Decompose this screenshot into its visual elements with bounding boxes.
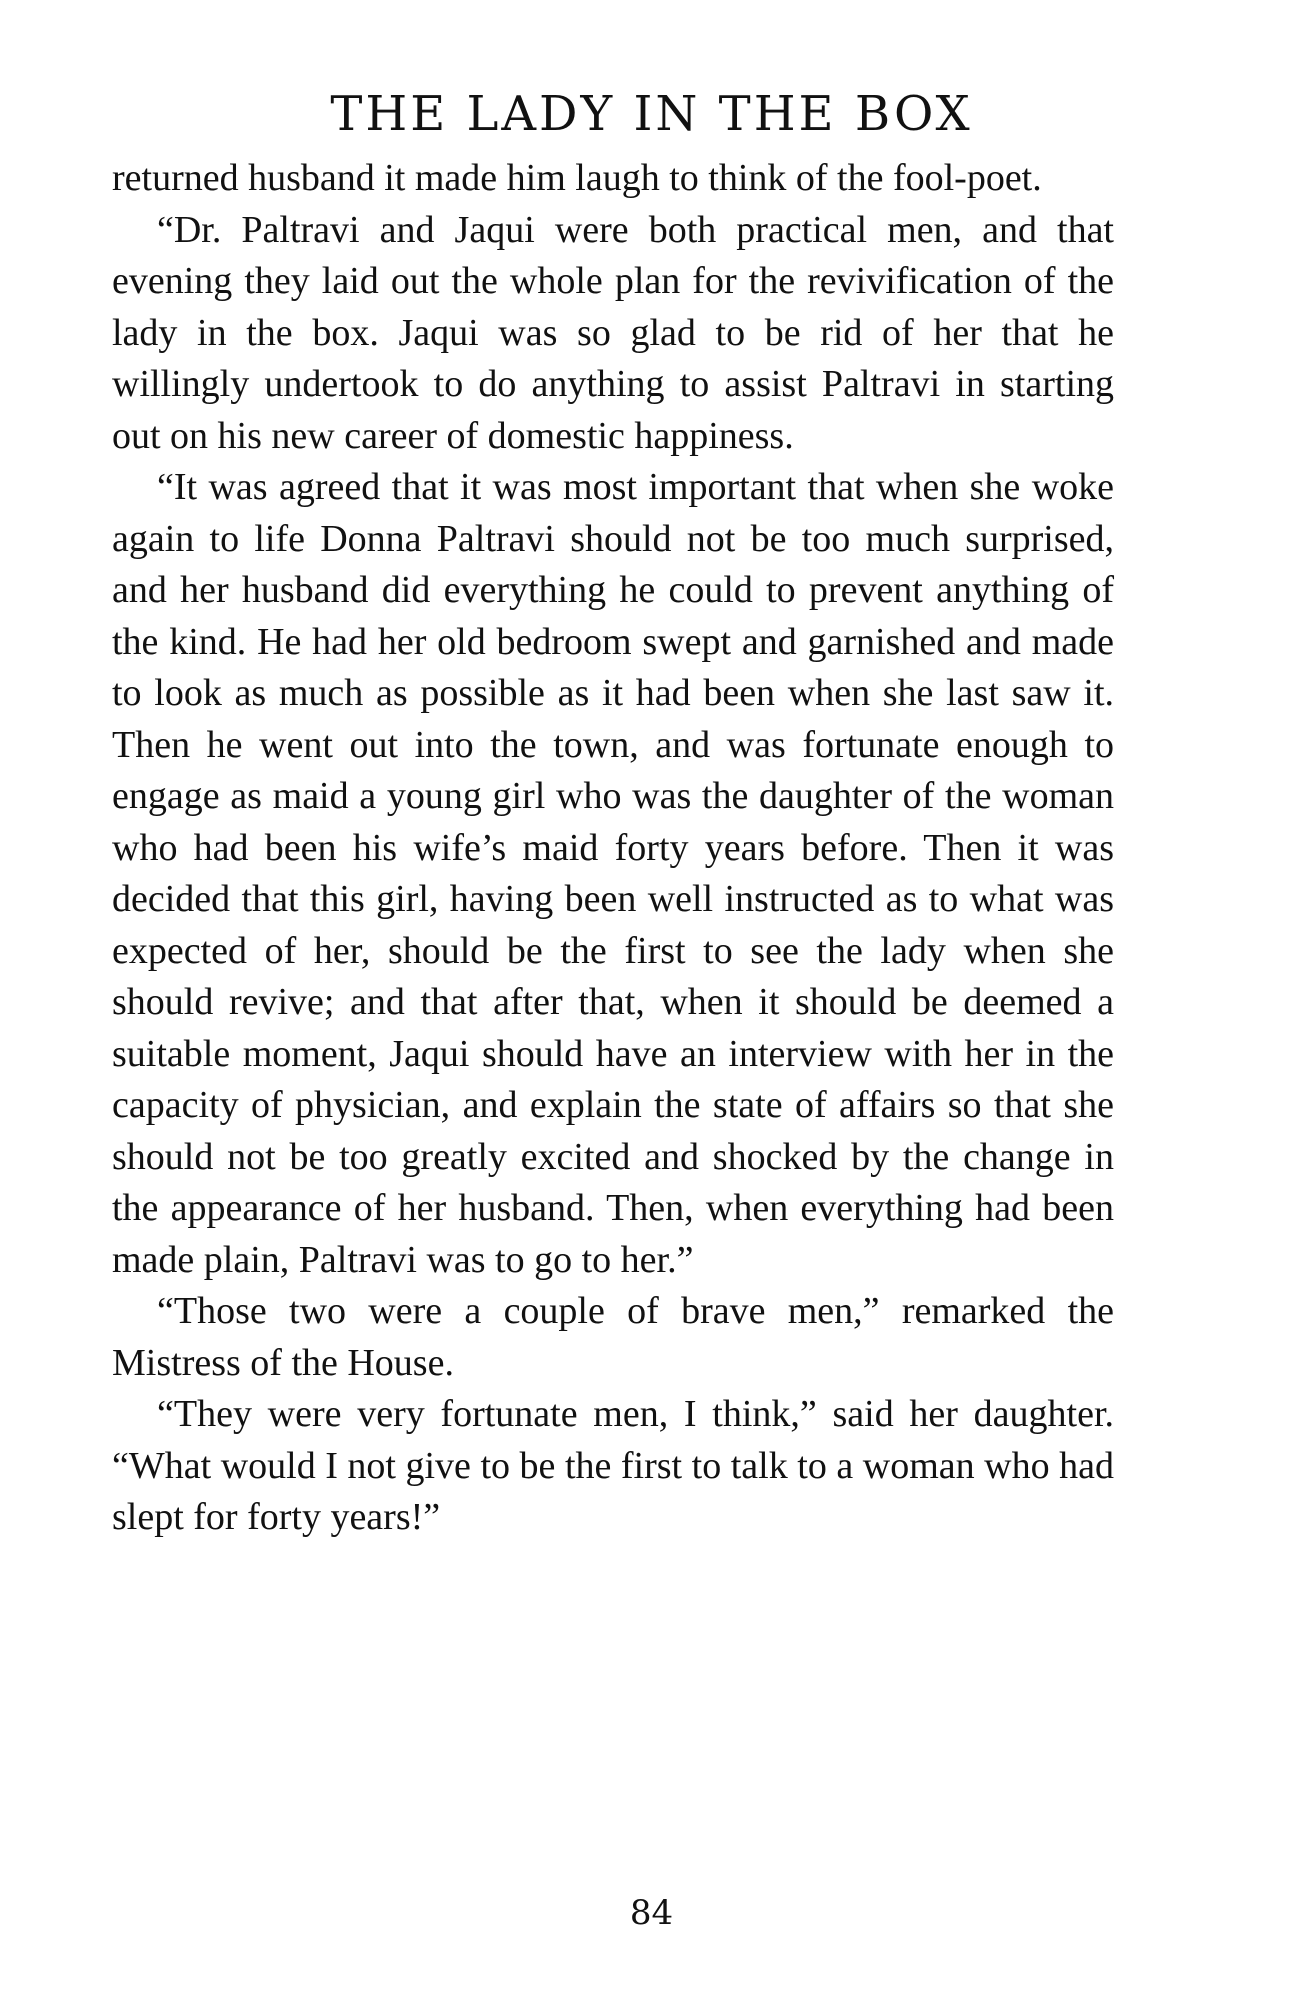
paragraph-continuation: returned husband it made him laugh to think of the fool-poet.	[112, 157, 1042, 199]
running-head: THE LADY IN THE BOX	[330, 86, 973, 142]
paragraph-brave-men: “Those two were a couple of brave men,” remarked the Mistress of the House.	[112, 1290, 1114, 1384]
paragraph-daughter: “They were very fortunate men, I think,” said her daughter. “What would I not give to be the first to talk to a woman who had slept for forty years!”	[112, 1393, 1114, 1538]
paragraph-agreement: “It was agreed that it was most important that when she woke again to life Donna Paltravi should not be too much surprised, and her husband did everything he could to prevent anything of the kind. He had her old bedroom swept and garnished and made to look as much as possible as it had been when she last saw it. Then he went out into the town, and was fortunate enough to engage as maid a young girl who was the daughter of the woman who had been his wife’s maid forty years before. Then it was decided that this girl, having been well instructed as to what was expected of her, should be the first to see the lady when she should revive; and that after that, when it should be deemed a suitable moment, Jaqui should have an interview with her in the capacity of physician, and explain the state of affairs so that she should not be too greatly excited and shocked by the change in the appearance of her husband. Then, when everything had been made plain, Paltravi was to go to her.”	[112, 466, 1114, 1281]
paragraph-plan: “Dr. Paltravi and Jaqui were both practical men, and that evening they laid out the whole plan for the revivification of the lady in the box. Jaqui was so glad to be rid of her that he willingly undertook to do anything to assist Paltravi in starting out on his new career of domestic happiness.	[112, 208, 1114, 457]
page-number: 84	[629, 1893, 674, 1933]
page-body	[112, 153, 1114, 1544]
